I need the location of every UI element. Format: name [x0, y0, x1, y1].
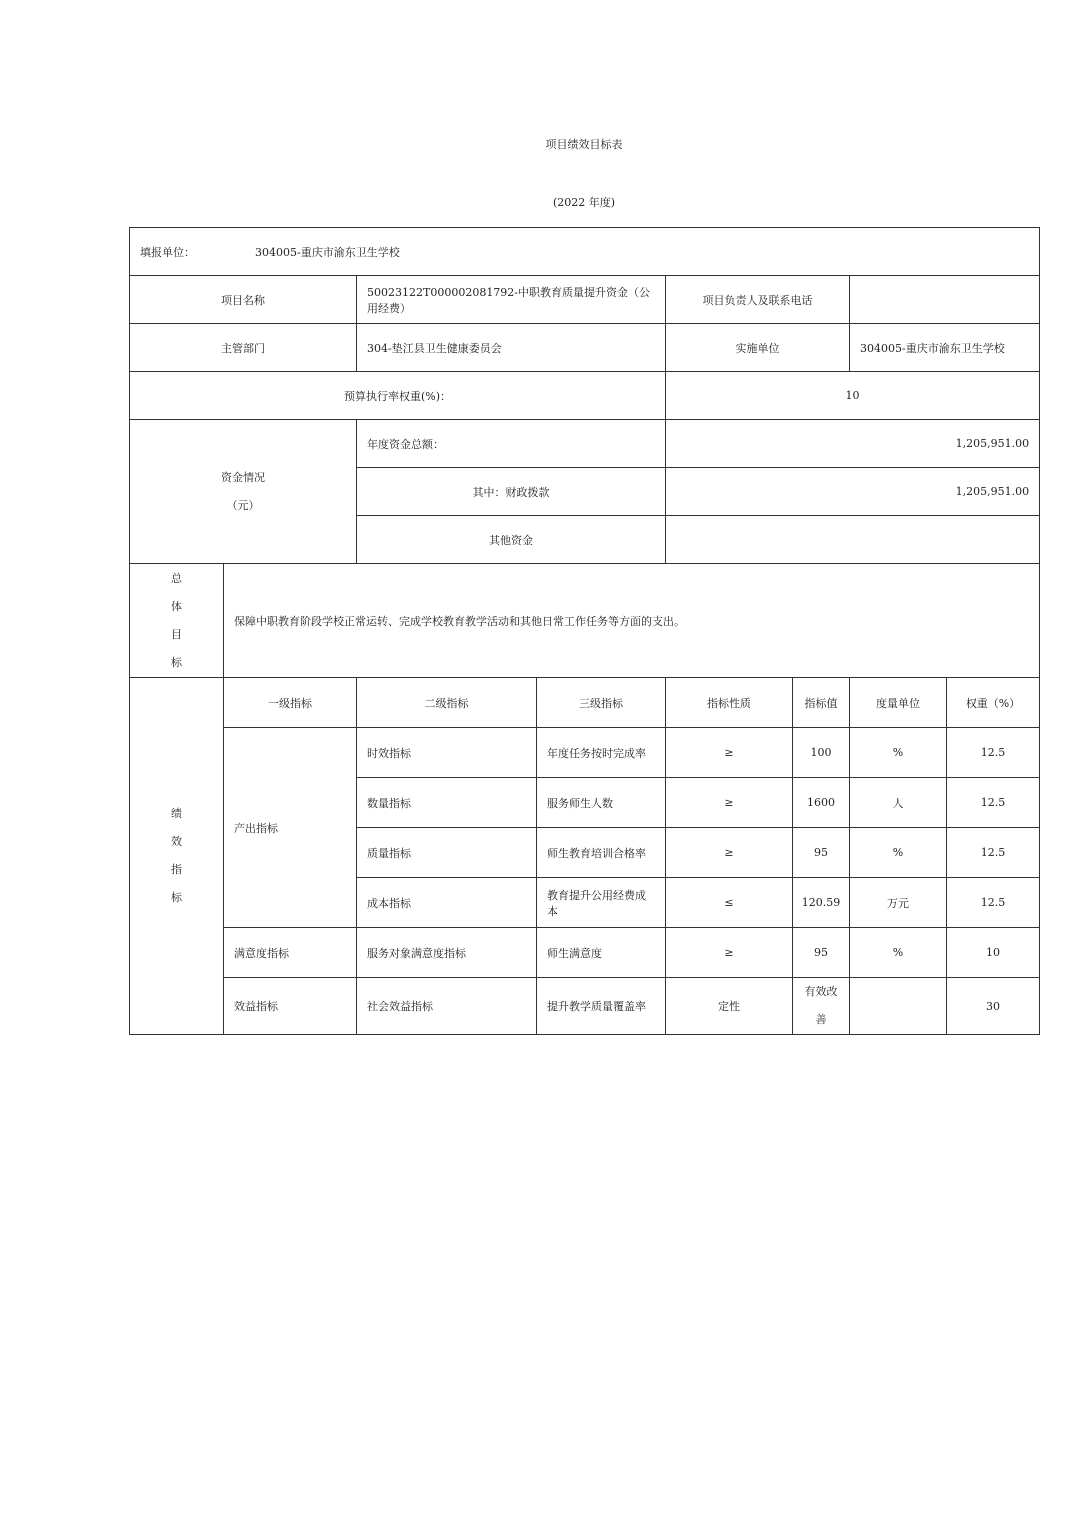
benefit-row	[130, 978, 1040, 1035]
table-row	[130, 728, 1040, 778]
indicator-char: 标	[171, 891, 182, 904]
header-unit: 度量单位	[850, 678, 947, 728]
goal-char: 目	[171, 627, 182, 641]
satisfaction-row	[130, 928, 1040, 978]
value-cell: 120.59	[793, 878, 850, 928]
indicator-char: 效	[171, 835, 182, 848]
indicator-char: 指	[171, 863, 182, 876]
level1-cell: 效益指标	[224, 978, 357, 1035]
header-nature: 指标性质	[666, 678, 793, 728]
funds-other-value	[666, 516, 1040, 564]
goal-char: 体	[171, 599, 182, 613]
level3-cell: 教育提升公用经费成本	[537, 878, 666, 928]
level2-cell: 时效指标	[357, 728, 537, 778]
weight-cell: 12.5	[947, 778, 1040, 828]
funds-label-line2: （元）	[226, 498, 260, 512]
header-level1: 一级指标	[224, 678, 357, 728]
level3-cell: 服务师生人数	[537, 778, 666, 828]
overall-goal-label	[130, 564, 224, 678]
unit-cell: %	[850, 928, 947, 978]
unit-cell: %	[850, 728, 947, 778]
reporting-unit-cell	[130, 228, 1040, 276]
value-cell: 95	[793, 828, 850, 878]
budget-weight-label: 预算执行率权重(%)：	[130, 372, 666, 420]
impl-unit-label: 实施单位	[666, 324, 850, 372]
level2-cell: 质量指标	[357, 828, 537, 878]
weight-cell: 12.5	[947, 828, 1040, 878]
weight-cell: 30	[947, 978, 1040, 1035]
header-level2: 二级指标	[357, 678, 537, 728]
level2-cell: 服务对象满意度指标	[357, 928, 537, 978]
page-title: 项目绩效目标表	[545, 138, 623, 151]
budget-weight-row	[130, 372, 1040, 420]
level3-cell: 年度任务按时完成率	[537, 728, 666, 778]
value-cell	[793, 978, 850, 1035]
reporting-unit-value: 304005-重庆市渝东卫生学校	[255, 245, 400, 259]
output-indicator-label: 产出指标	[224, 728, 357, 928]
value-line1: 有效改	[804, 985, 838, 998]
goal-char: 标	[171, 655, 182, 669]
weight-cell: 10	[947, 928, 1040, 978]
project-name-label: 项目名称	[130, 276, 357, 324]
unit-cell: %	[850, 828, 947, 878]
dept-value: 304-垫江县卫生健康委员会	[357, 324, 666, 372]
level3-cell: 师生教育培训合格率	[537, 828, 666, 878]
project-name-value: 50023122T000002081792-中职教育质量提升资金（公用经费）	[357, 276, 666, 324]
project-contact-value	[850, 276, 1040, 324]
nature-cell: ≥	[666, 778, 793, 828]
funds-fiscal-label: 其中：财政拨款	[357, 468, 666, 516]
project-name-row	[130, 276, 1040, 324]
funds-label-line1: 资金情况	[221, 470, 265, 484]
unit-cell	[850, 978, 947, 1035]
header-value: 指标值	[793, 678, 850, 728]
nature-cell: 定性	[666, 978, 793, 1035]
indicators-label	[130, 678, 224, 1035]
weight-cell: 12.5	[947, 728, 1040, 778]
nature-cell: ≥	[666, 828, 793, 878]
funds-total-label: 年度资金总额：	[357, 420, 666, 468]
unit-row	[130, 228, 1040, 276]
overall-goal-text: 保障中职教育阶段学校正常运转、完成学校教育教学活动和其他日常工作任务等方面的支出。	[224, 564, 1040, 678]
nature-cell: ≥	[666, 728, 793, 778]
indicator-char: 绩	[171, 807, 182, 820]
level3-cell: 师生满意度	[537, 928, 666, 978]
unit-cell: 人	[850, 778, 947, 828]
header-weight: 权重（%）	[947, 678, 1040, 728]
funds-total-value: 1,205,951.00	[666, 420, 1040, 468]
header-level3: 三级指标	[537, 678, 666, 728]
level2-cell: 社会效益指标	[357, 978, 537, 1035]
unit-cell: 万元	[850, 878, 947, 928]
level3-cell: 提升教学质量覆盖率	[537, 978, 666, 1035]
value-cell: 95	[793, 928, 850, 978]
nature-cell: ≥	[666, 928, 793, 978]
funds-label	[130, 420, 357, 564]
value-line2: 善	[815, 1013, 827, 1026]
level1-cell: 满意度指标	[224, 928, 357, 978]
overall-goal-row	[130, 564, 1040, 678]
impl-unit-value: 304005-重庆市渝东卫生学校	[850, 324, 1040, 372]
project-contact-label: 项目负责人及联系电话	[666, 276, 850, 324]
year-subtitle: (2022 年度)	[552, 196, 616, 209]
performance-table	[129, 227, 1040, 1035]
goal-char: 总	[171, 571, 182, 585]
dept-row	[130, 324, 1040, 372]
dept-label: 主管部门	[130, 324, 357, 372]
indicator-header-row	[130, 678, 1040, 728]
funds-other-label: 其他资金	[357, 516, 666, 564]
nature-cell: ≤	[666, 878, 793, 928]
funds-total-row	[130, 420, 1040, 468]
level2-cell: 数量指标	[357, 778, 537, 828]
level2-cell: 成本指标	[357, 878, 537, 928]
funds-fiscal-value: 1,205,951.00	[666, 468, 1040, 516]
value-cell: 100	[793, 728, 850, 778]
budget-weight-value: 10	[666, 372, 1040, 420]
reporting-unit-label: 填报单位：	[140, 245, 195, 259]
value-cell: 1600	[793, 778, 850, 828]
weight-cell: 12.5	[947, 878, 1040, 928]
